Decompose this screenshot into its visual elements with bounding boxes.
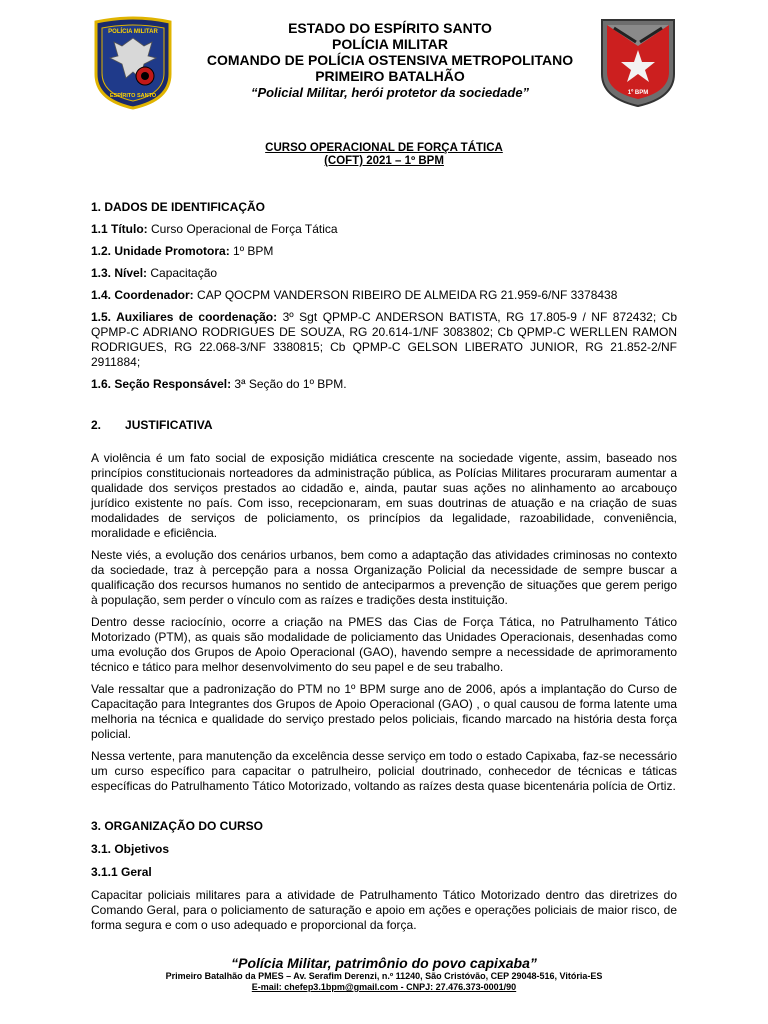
document-body	[91, 200, 677, 933]
footer-motto: “Polícia Militar, patrimônio do povo capixaba”	[231, 955, 537, 971]
badge-top-text: POLÍCIA MILITAR	[108, 29, 158, 35]
header-institution: POLÍCIA MILITAR	[332, 36, 448, 52]
justification-paragraph-1: A violência é um fato social de exposição midiática crescente na sociedade vigente, assim, baseado nos princípios constitucionais norteadores da administração pública, as Polícias Militares procuraram aumentar a qualidade dos serviços prestados ao cidadão e, ainda, pautar suas ações no alinhamento ao arcabouço jurídico existente no país. Com isso, recepcionaram, em suas doutrinas de atuação e na criação de suas modalidades de serviços de policiamento, os princípios da legalidade, razoabilidade, conveniência, moralidade e eficiência.	[91, 451, 677, 540]
section3-objectives: 3.1. Objetivos	[91, 842, 170, 856]
header-state: ESTADO DO ESPÍRITO SANTO	[288, 20, 492, 36]
badge-bottom-text: ESPÍRITO SANTO	[109, 93, 157, 99]
footer-email: E-mail: chefep3.1bpm@gmail.com - CNPJ: 27.476.373-0001/90	[251, 982, 517, 992]
item-level: 1.3. Nível: Capacitação	[91, 266, 218, 280]
course-title	[200, 142, 568, 168]
header-motto: “Policial Militar, herói protetor da sociedade”	[250, 85, 530, 100]
document-footer	[0, 955, 768, 993]
justification-paragraph-3: Dentro desse raciocínio, ocorre a criação na PMES das Cias de Força Tática, no Patrulhamento Tático Motorizado (PTM), as quais são modalidade de policiamento das Unidades Operacionais, desenhadas como uma evolução dos Grupos de Apoio Operacional (GAO), havendo sempre a necessidade de aprimoramento técnico e tático para melhor desenvolvimento do seu papel e de seu trabalho.	[91, 615, 677, 674]
primeiro-bpm-shield-logo	[598, 16, 678, 108]
justification-paragraph-2: Neste viés, a evolução dos cenários urbanos, bem como a adaptação das atividades criminosas no contexto da sociedade, traz à percepção para a nossa Organização Policial da necessidade de sempre buscar a qualificação dos recursos humanos no sentido de anteciparmos a prevenção de situações que gerem perigo à população, sem perder o vínculo com as raízes e tradições desta instituição.	[91, 548, 677, 607]
item-unit: 1.2. Unidade Promotora: 1º BPM	[91, 244, 274, 258]
section3-general: 3.1.1 Geral	[91, 865, 152, 879]
item-coordinator: 1.4. Coordenador: CAP QOCPM VANDERSON RIBEIRO DE ALMEIDA RG 21.959-6/NF 3378438	[91, 288, 618, 302]
item-assistants: 1.5. Auxiliares de coordenação: 3º Sgt QPMP-C ANDERSON BATISTA, RG 17.805-9 / NF 872432; Cb QPMP-C ADRIANO RODRIGUES DE SOUZA, RG 20.614-1/NF 3083802; Cb QPMP-C WERLLEN RAMON RODRIGUES, RG 22.068-3/NF 3380815; Cb QPMP-C GELSON LIBERATO JUNIOR, RG 21.852-2/NF 2911884;	[91, 310, 678, 369]
policia-militar-badge-logo	[92, 16, 174, 110]
document-header	[190, 20, 590, 102]
footer-address: Primeiro Batalhão da PMES – Av. Serafim Derenzi, n.º 11240, São Cristóvão, CEP 29048-516, Vitória-ES	[165, 971, 603, 981]
header-command: COMANDO DE POLÍCIA OSTENSIVA METROPOLITANO	[206, 52, 574, 68]
section3-paragraph: Capacitar policiais militares para a atividade de Patrulhamento Tático Motorizado dentro das diretrizes do Comando Geral, para o policiamento de saturação e apoio em ações e operações policiais de maior risco, de forma segura e com o uso adequado e proporcional da força.	[91, 888, 677, 932]
item-title: 1.1 Título: Curso Operacional de Força Tática	[91, 222, 338, 236]
justification-paragraph-4: Vale ressaltar que a padronização do PTM no 1º BPM surge ano de 2006, após a implantação do Curso de Capacitação para Integrantes dos Grupos de Apoio Operacional (GAO) , o qual causou de forma latente uma melhoria na técnica e qualidade do serviço prestado pelos policiais, ficando marcado na história desta força policial.	[91, 682, 677, 741]
course-title-line1: CURSO OPERACIONAL DE FORÇA TÁTICA	[265, 142, 503, 154]
section1-heading: 1. DADOS DE IDENTIFICAÇÃO	[91, 200, 266, 214]
justification-paragraph-5: Nessa vertente, para manutenção da excelência desse serviço em todo o estado Capixaba, faz-se necessário um curso específico para capacitar o patrulheiro, policial doutrinado, conhecedor de técnicas e táticas específicas do Patrulhamento Tático Motorizado, voltando as raízes desta quase bicentenária polícia de Ortiz.	[91, 749, 677, 793]
section2-heading: 2. JUSTIFICATIVA	[91, 418, 213, 432]
item-section: 1.6. Seção Responsável: 3ª Seção do 1º BPM.	[91, 377, 347, 391]
course-title-line2: (COFT) 2021 – 1º BPM	[324, 155, 444, 167]
header-battalion: PRIMEIRO BATALHÃO	[315, 68, 465, 84]
shield-bottom-text: 1º BPM	[627, 90, 649, 96]
section3-heading: 3. ORGANIZAÇÃO DO CURSO	[91, 819, 264, 833]
